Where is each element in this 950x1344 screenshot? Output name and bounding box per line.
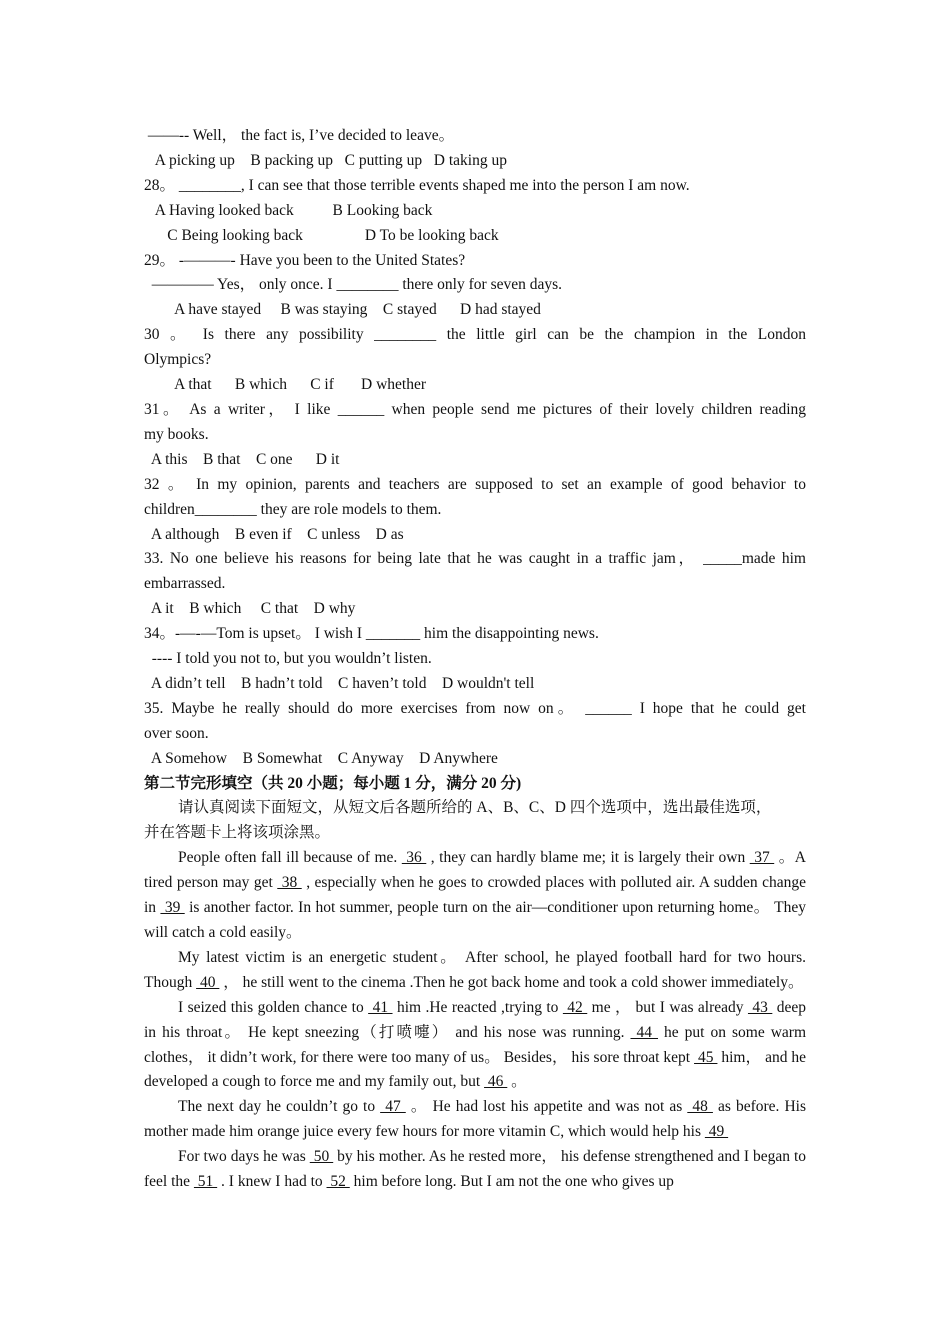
blank-45: 45 (694, 1048, 718, 1066)
passage-paragraph-2: My latest victim is an energetic student。 After school, he played football hard for two hours. Though 40 ， he still went to the cinema .Then he got back home and took a cold shower immediately。 (144, 948, 806, 991)
q28-options-1: A Having looked back B Looking back (144, 201, 433, 219)
blank-47: 47 (380, 1098, 406, 1116)
q34-reply: ---- I told you not to, but you wouldn’t listen. (144, 650, 432, 668)
q30-stem-2: Olympics? (144, 351, 212, 369)
blank-40: 40 (196, 973, 220, 991)
q33-stem-1: 33. No one believe his reasons for being late that he was caught in a traffic jam， _____made him (144, 550, 806, 568)
blank-49: 49 (704, 1123, 729, 1141)
blank-41: 41 (368, 998, 393, 1016)
q33-stem-2: embarrassed. (144, 575, 226, 593)
q34-options: A didn’t tell B hadn’t told C haven’t told D wouldn't tell (144, 674, 535, 692)
blank-50: 50 (309, 1148, 334, 1166)
q32-stem-1: 32 。 In my opinion, parents and teachers are supposed to set an example of good behavior to (144, 475, 806, 493)
blank-36: 36 (401, 849, 427, 867)
blank-39: 39 (160, 899, 185, 917)
q29-options: A have stayed B was staying C stayed D had stayed (144, 301, 541, 319)
q28-options-2: C Being looking back D To be looking back (144, 226, 499, 244)
passage-paragraph-4: The next day he couldn’t go to 47 。 He had lost his appetite and was not as 48 as before. His mother made him orange juice every few hours for more vitamin C, which would help his 49 (144, 1098, 806, 1141)
q31-stem-1: 31。 As a writer， I like ______ when people send me pictures of their lovely children reading (144, 400, 806, 418)
blank-46: 46 (484, 1073, 508, 1091)
q28-stem: 28。 ________, I can see that those terrible events shaped me into the person I am now. (144, 176, 690, 194)
section-instruction-2: 并在答题卡上将该项涂黑。 (144, 824, 331, 842)
blank-38: 38 (277, 874, 302, 892)
q27-options: A picking up B packing up C putting up D taking up (144, 151, 507, 169)
q31-options: A this B that C one D it (144, 450, 340, 468)
q27-reply: ——-- Well， the fact is, I’ve decided to leave。 (144, 127, 455, 144)
section-instruction-1: 请认真阅读下面短文，从短文后各题所给的 A、B、C、D 四个选项中，选出最佳选项， (178, 799, 772, 817)
q31-stem-2: my books. (144, 425, 209, 443)
exam-page (144, 124, 806, 1195)
blank-42: 42 (562, 998, 588, 1016)
q30-stem-1: 30 。 Is there any possibility ________ the little girl can be the champion in the London (144, 326, 806, 344)
q29-stem: 29。 -———- Have you been to the United States? (144, 251, 466, 269)
passage-paragraph-3: I seized this golden chance to 41 him .He reacted ,trying to 42 me ， but I was already 43 deep in his throat。 He kept sneezing（打喷嚏） and his nose was running. 44 he put on some warm clothes， it didn’t work, for there were too many of us。 Besides， his sore throat kept 45 him， and he developed a cough to force me and my family out, but 46 。 (144, 998, 807, 1091)
q35-stem-1: 35. Maybe he really should do more exercises from now on。 ______ I hope that he could get (144, 699, 806, 717)
blank-51: 51 (193, 1173, 218, 1191)
passage-paragraph-1: People often fall ill because of me. 36 , they can hardly blame me; it is largely their own 37 。A tired person may get 38 , especially when he goes to crowded places with polluted air. A sudden change in 39 is another factor. In hot summer, people turn on the air—conditioner upon returning home。 They will catch a cold easily。 (144, 849, 807, 941)
blank-48: 48 (687, 1098, 713, 1116)
q35-stem-2: over soon. (144, 724, 209, 742)
q29-reply: ———— Yes， only once. I ________ there only for seven days. (144, 276, 563, 294)
q32-stem-2: children________ they are role models to them. (144, 500, 442, 518)
passage-paragraph-5: For two days he was 50 by his mother. As he rested more， his defense strengthened and I began to feel the 51 . I knew I had to 52 him before long. But I am not the one who gives up (144, 1148, 807, 1191)
section-heading: 第二节完形填空（共 20 小题；每小题 1 分，满分 20 分) (144, 774, 522, 792)
q34-stem: 34。-—-—Tom is upset。 I wish I _______ him the disappointing news. (144, 625, 599, 643)
q32-options: A although B even if C unless D as (144, 525, 404, 543)
blank-43: 43 (747, 998, 773, 1016)
q30-options: A that B which C if D whether (144, 376, 426, 394)
q35-options: A Somehow B Somewhat C Anyway D Anywhere (144, 749, 498, 767)
blank-37: 37 (749, 849, 775, 867)
blank-52: 52 (326, 1173, 350, 1191)
blank-44: 44 (630, 1023, 659, 1041)
q33-options: A it B which C that D why (144, 600, 356, 618)
